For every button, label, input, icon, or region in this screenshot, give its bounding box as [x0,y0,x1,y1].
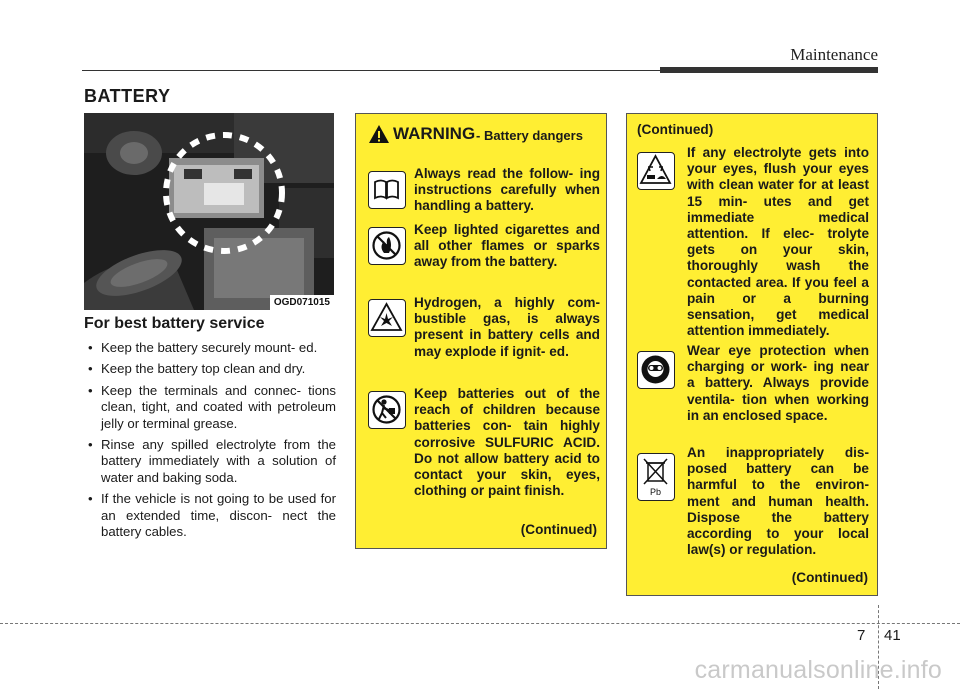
warning-word: WARNING [393,124,476,143]
watermark: carmanualsonline.info [694,656,942,684]
chapter-number: 7 [857,627,866,644]
pb-label: Pb [649,487,662,497]
warning-entry-text: If any electrolyte gets into your eyes, flush your eyes with clean water for at least 15 min- utes and get immediate medical attention. If elec- trolyte gets on your skin, thoroughly wash the contacted area. If you feel a pain or a burning sensation, get medical attention immediately. [687,145,869,339]
manual-book-icon [368,171,406,209]
continued-label: (Continued) [520,522,597,537]
list-item: • Keep the terminals and connec- tions clean, tight, and coated with petroleum jelly or terminal grease. [84,383,336,432]
list-item: • Rinse any spilled electrolyte from the battery immediately with a solution of water and baking soda. [84,437,336,486]
warning-triangle-icon [368,124,390,144]
warning-entry-text: Hydrogen, a highly com- bustible gas, is always present in battery cells and may explode if ignit- ed. [414,295,600,359]
page-number: 41 [884,627,901,644]
corrosive-icon [637,152,675,190]
warning-entry-text: An inappropriately dis- posed battery can be harmful to the environ- ment and human health. Dispose the battery according to your local law(s) or regulation. [687,445,869,558]
warning-entry-text: Keep batteries out of the reach of children because batteries con- tain highly corrosive SULFURIC ACID. Do not allow battery acid to contact your skin, eyes, clothing or paint finish. [414,386,600,499]
warning-entry-text: Keep lighted cigarettes and all other flames or sparks away from the battery. [414,222,600,270]
header-rule-accent [660,67,878,73]
explosion-icon [368,299,406,337]
footer-rule [0,623,960,624]
service-bullet-list [84,340,336,545]
list-item: • If the vehicle is not going to be used for an extended time, discon- nect the battery cables. [84,491,336,540]
warning-box [355,113,607,549]
warning-entry-text: Always read the follow- ing instructions carefully when handling a battery. [414,166,600,214]
continued-label-top: (Continued) [637,122,714,137]
no-flame-icon [368,227,406,265]
warning-entry-text: Wear eye protection when charging or work- ing near a battery. Always provide ventila- tion when working in an enclosed space. [687,343,869,423]
warning-subtitle: - Battery dangers [476,128,583,143]
photo-code: OGD071015 [270,295,334,310]
service-heading: For best battery service [84,315,265,332]
list-item: • Keep the battery securely mount- ed. [84,340,336,356]
recycle-bin-pb-icon [637,453,675,501]
eye-protection-icon [637,351,675,389]
section-title: BATTERY [84,86,171,106]
engine-bay-illustration [84,113,334,310]
list-item: • Keep the battery top clean and dry. [84,361,336,377]
warning-box-continued [626,113,878,596]
continued-label: (Continued) [791,570,868,585]
battery-photo [84,113,334,310]
header-rule [82,70,662,71]
keep-children-away-icon [368,391,406,429]
chapter-header-title: Maintenance [790,45,878,64]
